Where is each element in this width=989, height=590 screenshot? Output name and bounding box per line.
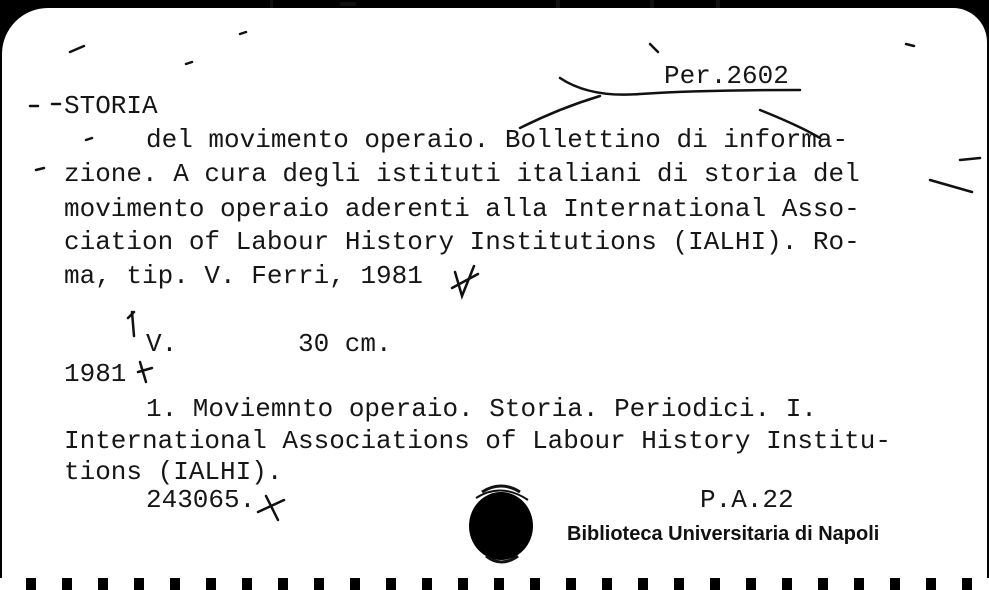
library-seal-icon <box>466 482 536 568</box>
description-line: movimento operaio aderenti alla International Asso- <box>64 194 860 224</box>
inventory-number: 243065. <box>146 485 256 515</box>
year-note: 1981 <box>64 359 127 389</box>
size: 30 cm. <box>298 329 392 359</box>
location-code: P.A.22 <box>700 485 794 515</box>
library-stamp: Biblioteca Universitaria di Napoli <box>567 523 880 545</box>
subject-line: International Associations of Labour History Institu- <box>64 426 891 456</box>
description-line: zione. A cura degli istituti italiani di storia del <box>64 159 860 189</box>
card-bottom-edge <box>0 578 989 590</box>
shelfmark: Per.2602 <box>664 61 789 91</box>
card-heading: STORIA <box>64 91 158 121</box>
description-line: ma, tip. V. Ferri, 1981 <box>64 261 423 291</box>
description-line: del movimento operaio. Bollettino di informa- <box>146 125 849 155</box>
description-line: ciation of Labour History Institutions (IALHI). Ro- <box>64 227 860 257</box>
subject-line: tions (IALHI). <box>64 457 283 487</box>
volumes: V. <box>146 329 178 359</box>
subject-line: 1. Moviemnto operaio. Storia. Periodici. I. <box>146 394 817 424</box>
